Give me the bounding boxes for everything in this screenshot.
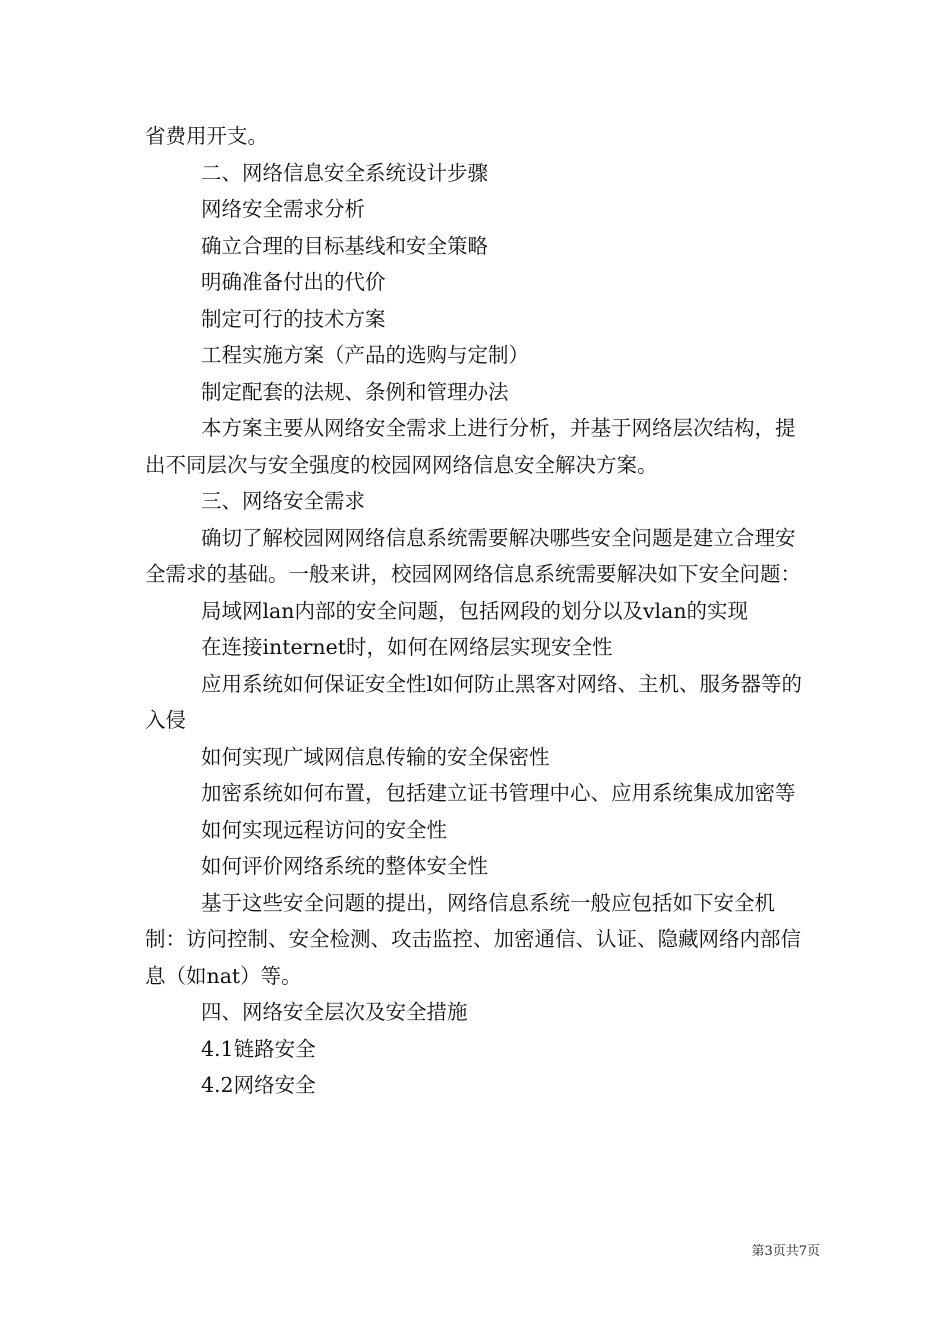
paragraph: 基于这些安全问题的提出，网络信息系统一般应包括如下安全机制：访问控制、安全检测、攻击监控、加密通信、认证、隐藏网络内部信息（如nat）等。: [145, 890, 801, 988]
paragraph: 4.2网络安全: [201, 1073, 316, 1097]
paragraph: 4.1链路安全: [201, 1036, 316, 1061]
paragraph: 网络安全需求分析: [201, 197, 365, 221]
paragraph: 如何评价网络系统的整体安全性: [201, 854, 488, 878]
paragraph: 制定可行的技术方案: [201, 306, 386, 331]
document-body: [145, 118, 815, 1104]
paragraph: 如何实现远程访问的安全性: [201, 817, 447, 842]
paragraph: 三、网络安全需求: [201, 489, 365, 513]
paragraph: 四、网络安全层次及安全措施: [201, 1000, 468, 1024]
page-number: 第3页共7页: [751, 1244, 820, 1259]
paragraph: 本方案主要从网络安全需求上进行分析，并基于网络层次结构，提出不同层次与安全强度的校园网网络信息安全解决方案。: [145, 416, 796, 477]
paragraph: 局域网lan内部的安全问题，包括网段的划分以及vlan的实现: [201, 598, 749, 623]
paragraph: 应用系统如何保证安全性l如何防止黑客对网络、主机、服务器等的入侵: [145, 671, 803, 732]
paragraph: 加密系统如何布置，包括建立证书管理中心、应用系统集成加密等: [201, 781, 796, 805]
paragraph: 明确准备付出的代价: [201, 270, 386, 294]
paragraph: 如何实现广域网信息传输的安全保密性: [201, 744, 550, 769]
paragraph: 制定配套的法规、条例和管理办法: [201, 379, 509, 404]
paragraph: 省费用开支。: [145, 124, 268, 148]
paragraph: 在连接internet时，如何在网络层实现安全性: [201, 635, 613, 659]
paragraph: 工程实施方案（产品的选购与定制）: [201, 343, 529, 367]
paragraph: 确切了解校园网网络信息系统需要解决哪些安全问题是建立合理安全需求的基础。一般来讲，校园网网络信息系统需要解决如下安全问题：: [145, 525, 801, 586]
paragraph: 确立合理的目标基线和安全策略: [201, 233, 488, 258]
paragraph: 二、网络信息安全系统设计步骤: [201, 160, 488, 185]
